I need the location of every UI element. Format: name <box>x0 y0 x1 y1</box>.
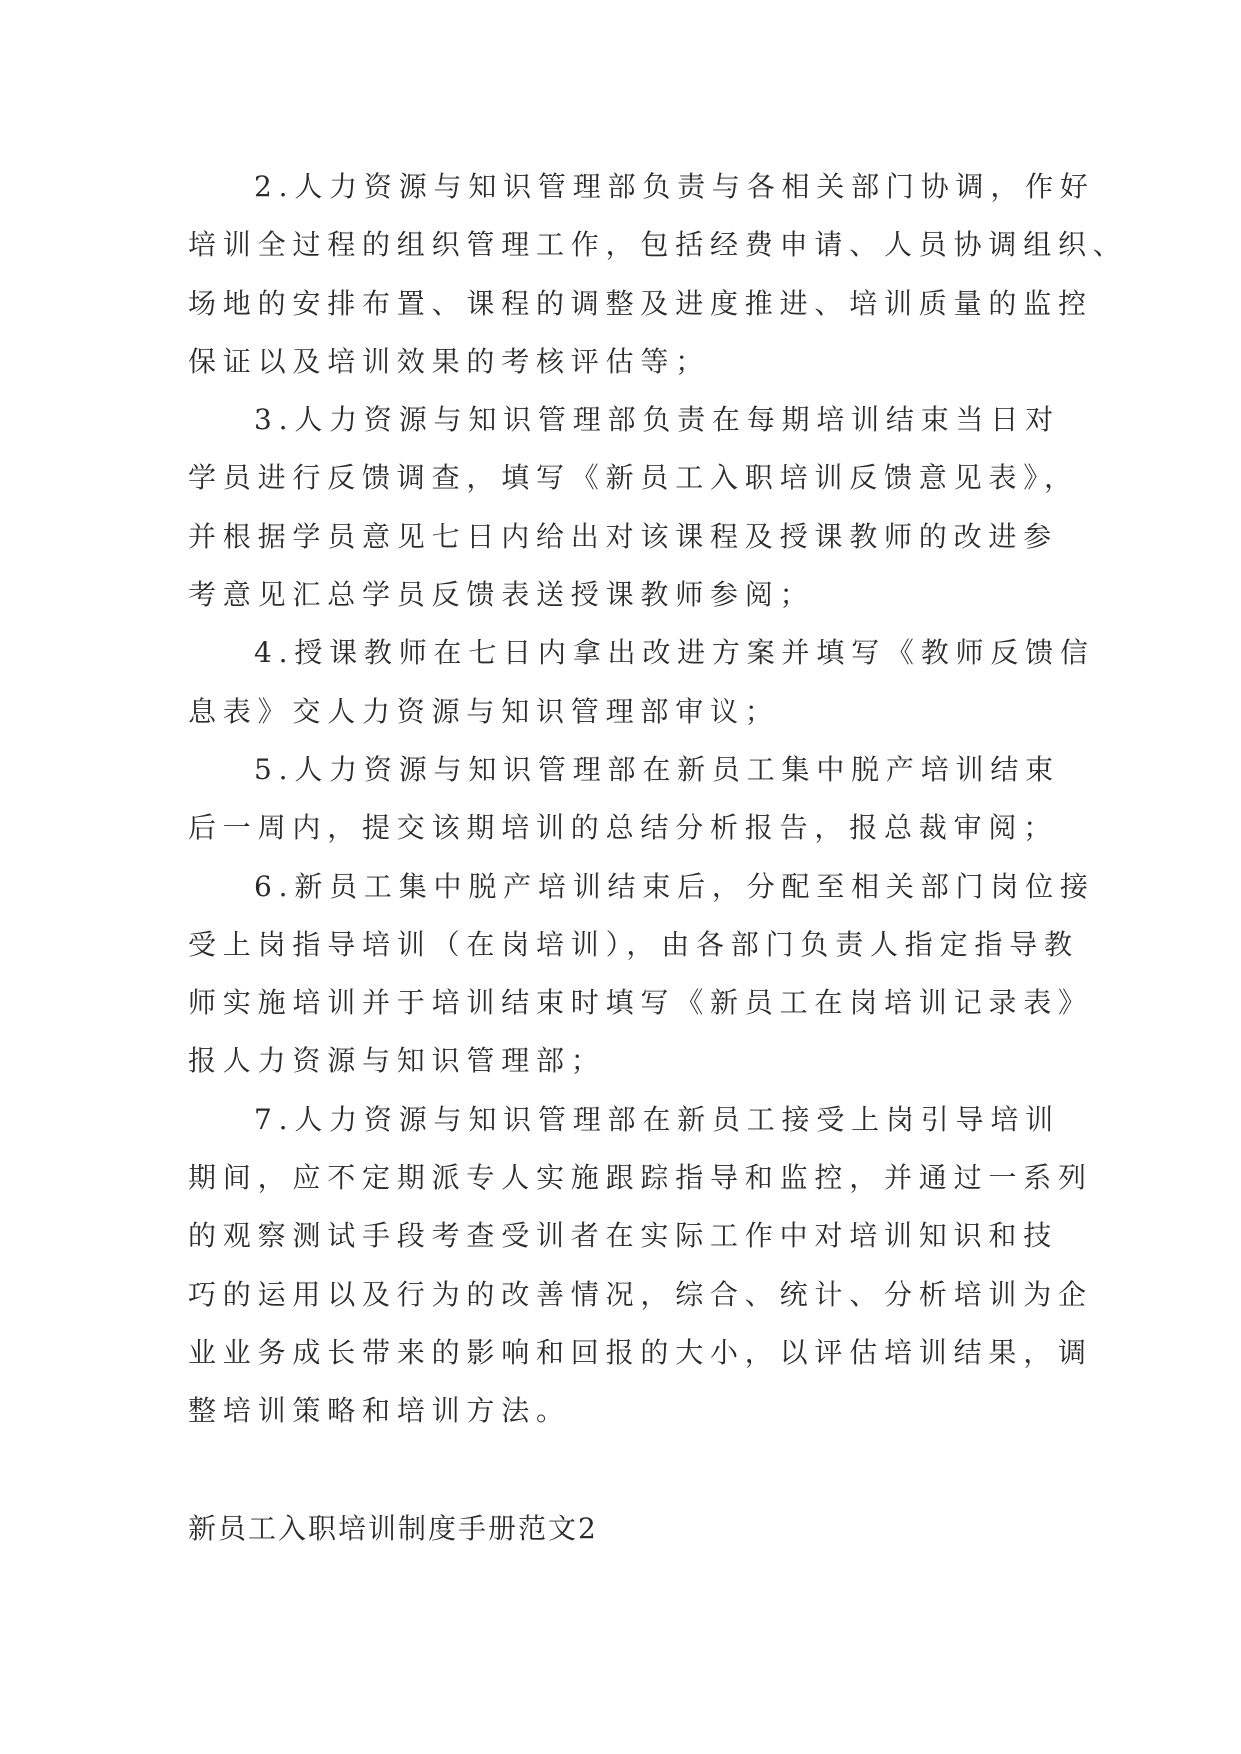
text-line: 2.人力资源与知识管理部负责与各相关部门协调，作好 <box>254 170 1095 203</box>
text-line: 5.人力资源与知识管理部在新员工集中脱产培训结束 <box>254 752 1060 786</box>
text-line: 师实施培训并于培训结束时填写《新员工在岗培训记录表》 <box>188 986 1093 1020</box>
text-line: 4.授课教师在七日内拿出改进方案并填写《教师反馈信 <box>254 636 1095 670</box>
text-line: 7.人力资源与知识管理部在新员工接受上岗引导培训 <box>254 1102 1060 1136</box>
document-body <box>188 158 1128 1441</box>
text-line: 3.人力资源与知识管理部负责在每期培训结束当日对 <box>254 403 1060 437</box>
text-line: 的观察测试手段考查受训者在实际工作中对培训知识和技 <box>188 1219 1059 1253</box>
text-line: 保证以及培训效果的考核评估等； <box>188 344 711 378</box>
text-line: 期间，应不定期派专人实施跟踪指导和监控，并通过一系列 <box>188 1161 1093 1195</box>
text-line: 整培训策略和培训方法。 <box>188 1394 571 1428</box>
text-line: 息表》交人力资源与知识管理部审议； <box>188 694 780 728</box>
text-line: 后一周内，提交该期培训的总结分析报告，报总裁审阅； <box>188 811 1059 845</box>
text-line: 场地的安排布置、课程的调整及进度推进、培训质量的监控 <box>188 286 1093 320</box>
text-line: 并根据学员意见七日内给出对该课程及授课教师的改进参 <box>188 519 1059 553</box>
text-line: 培训全过程的组织管理工作，包括经费申请、人员协调组织、 <box>188 228 1128 262</box>
text-line: 考意见汇总学员反馈表送授课教师参阅； <box>188 578 815 612</box>
text-line: 报人力资源与知识管理部； <box>188 1044 606 1078</box>
text-line: 巧的运用以及行为的改善情况，综合、统计、分析培训为企 <box>188 1277 1093 1311</box>
text-line: 学员进行反馈调查，填写《新员工入职培训反馈意见表》， <box>188 461 1079 495</box>
section-heading: 新员工入职培训制度手册范文2 <box>188 1512 598 1545</box>
text-line: 业业务成长带来的影响和回报的大小，以评估培训结果，调 <box>188 1335 1093 1369</box>
text-line: 6.新员工集中脱产培训结束后，分配至相关部门岗位接 <box>254 869 1095 903</box>
text-line: 受上岗指导培训（在岗培训），由各部门负责人指定指导教 <box>188 927 1079 961</box>
